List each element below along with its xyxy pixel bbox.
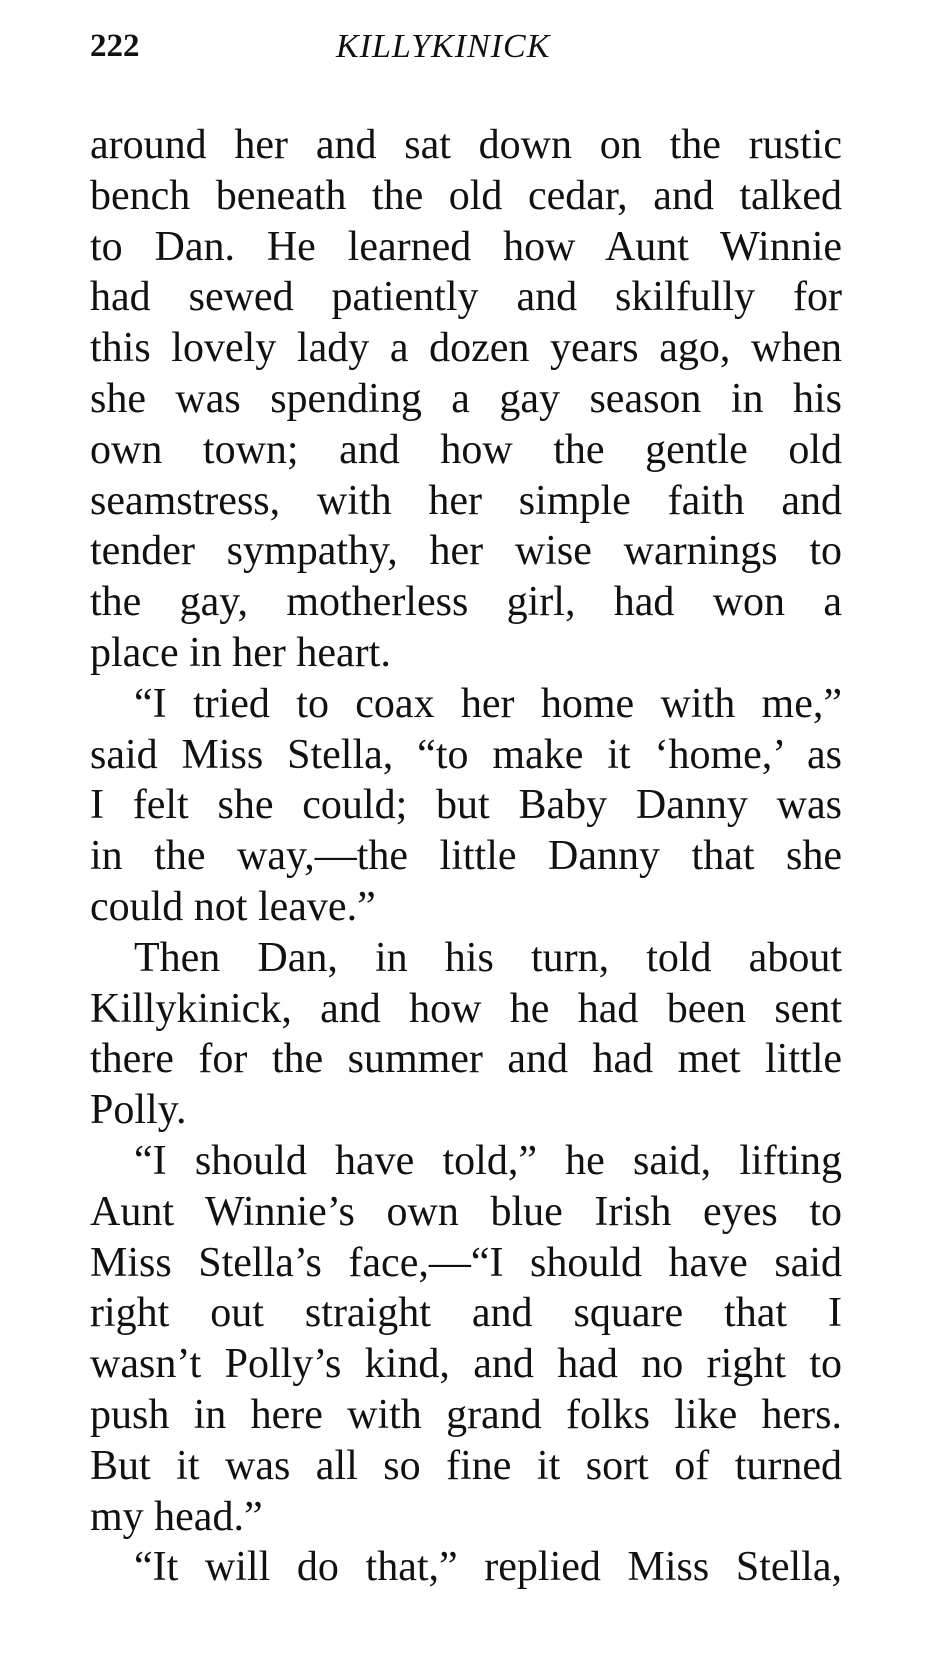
running-head bbox=[90, 28, 845, 76]
text-line: the gay, motherless girl, had won a bbox=[90, 579, 842, 626]
text-line: tender sympathy, her wise warnings to bbox=[90, 528, 842, 575]
text-line: push in here with grand folks like hers. bbox=[90, 1391, 842, 1438]
text-line: Killykinick, and how he had been sent bbox=[90, 985, 842, 1032]
text-line: “I tried to coax her home with me,” bbox=[134, 680, 842, 727]
text-line: could not leave.” bbox=[90, 883, 376, 930]
running-title: KILLYKINICK bbox=[336, 28, 551, 65]
text-line: in the way,—the little Danny that she bbox=[90, 833, 842, 880]
text-line: she was spending a gay season in his bbox=[90, 375, 842, 422]
text-line: seamstress, with her simple faith and bbox=[90, 477, 842, 524]
text-line: “It will do that,” replied Miss Stella, bbox=[134, 1544, 842, 1591]
body-text bbox=[90, 120, 842, 1593]
text-line: wasn’t Polly’s kind, and had no right to bbox=[90, 1341, 842, 1388]
text-line: this lovely lady a dozen years ago, when bbox=[90, 325, 842, 372]
text-line: Miss Stella’s face,—“I should have said bbox=[90, 1239, 842, 1286]
text-line: had sewed patiently and skilfully for bbox=[90, 274, 842, 321]
text-line: “I should have told,” he said, lifting bbox=[134, 1137, 842, 1184]
text-line: Then Dan, in his turn, told about bbox=[134, 934, 842, 981]
text-line: But it was all so fine it sort of turned bbox=[90, 1442, 842, 1489]
text-line: Aunt Winnie’s own blue Irish eyes to bbox=[90, 1188, 842, 1235]
text-line: around her and sat down on the rustic bbox=[90, 122, 842, 168]
text-line: said Miss Stella, “to make it ‘home,’ as bbox=[90, 731, 842, 778]
text-line: I felt she could; but Baby Danny was bbox=[90, 782, 842, 829]
text-line: place in her heart. bbox=[90, 629, 391, 676]
text-line: right out straight and square that I bbox=[90, 1290, 842, 1337]
text-line: there for the summer and had met little bbox=[90, 1036, 842, 1083]
text-line: bench beneath the old cedar, and talked bbox=[90, 172, 842, 219]
text-line: own town; and how the gentle old bbox=[90, 426, 842, 473]
text-line: my head.” bbox=[90, 1493, 263, 1540]
text-line: to Dan. He learned how Aunt Winnie bbox=[90, 223, 842, 270]
text-line: Polly. bbox=[90, 1087, 187, 1134]
page-number: 222 bbox=[90, 28, 140, 64]
